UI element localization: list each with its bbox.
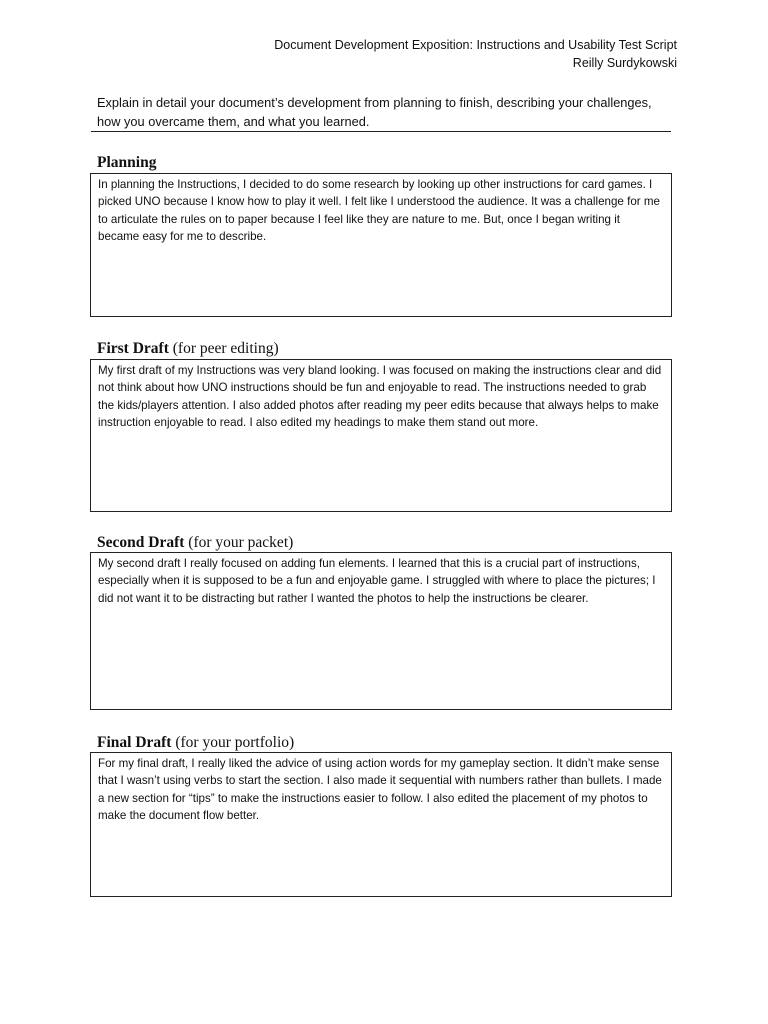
section-subheading: (for your packet) [188,534,294,551]
response-text: In planning the Instructions, I decided to do some research by looking up other instructions for card games. I picked UNO because I know how to play it well. I felt like I understood the audience. It was a challenge for me to articulate the rules on to paper because I feel like they are nature to me. But, once I began writing it became easy for me to describe. [98,178,660,244]
response-text: My first draft of my Instructions was very bland looking. I was focused on making the instructions clear and did not think about how UNO instructions should be fun and enjoyable to read. The instructions needed to grab the kids/players attention. I also added photos after reading my peer edits because that always helps to make instruction enjoyable to read. I also edited my headings to make them stand out more. [98,364,662,430]
section-title-second-draft [97,534,293,552]
document-header [274,36,677,72]
response-box-second-draft[interactable] [90,552,672,710]
author-name: Reilly Surdykowski [572,56,677,70]
response-box-planning[interactable] [90,173,672,317]
section-subheading: (for peer editing) [172,340,279,357]
section-title-final-draft [97,734,294,752]
section-heading: Second Draft [97,534,185,551]
prompt-divider [91,131,671,132]
assignment-prompt: Explain in detail your document’s development from planning to finish, describing your challenges, how you overcame them, and what you learned. [97,95,652,129]
response-box-final-draft[interactable] [90,752,672,897]
response-text: My second draft I really focused on adding fun elements. I learned that this is a crucial part of instructions, especially when it is supposed to be a fun and enjoyable game. I struggled with where to place the pictures; I did not want it to be distracting but rather I wanted the photos to help the instructions be clearer. [98,557,656,605]
section-title-planning [97,154,156,172]
document-title: Document Development Exposition: Instructions and Usability Test Script [274,38,677,52]
section-heading: First Draft [97,340,169,357]
response-text: For my final draft, I really liked the advice of using action words for my gameplay section. It didn’t make sense that I wasn’t using verbs to start the section. I also made it sequential with numbers rather than bullets. I made a new section for “tips” to make the instructions easier to follow. I also edited the placement of my photos to make the document flow better. [98,757,662,823]
response-box-first-draft[interactable] [90,359,672,512]
section-subheading: (for your portfolio) [175,734,295,751]
section-heading: Final Draft [97,734,172,751]
section-heading: Planning [97,154,157,171]
section-title-first-draft [97,340,279,358]
